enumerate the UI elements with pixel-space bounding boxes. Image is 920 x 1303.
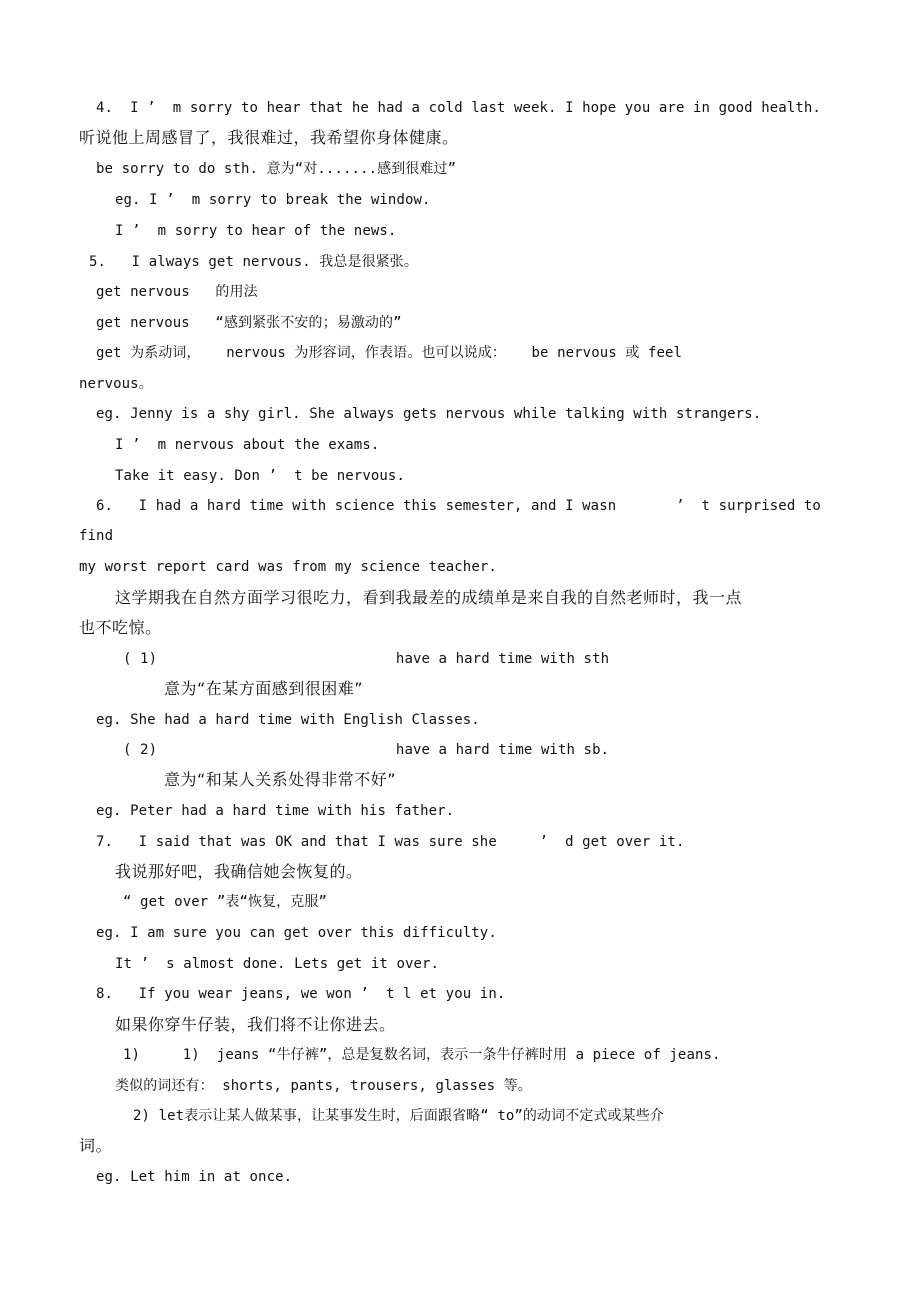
example-line: eg. She had a hard time with English Classes.: [96, 712, 480, 728]
example-line: eg. Peter had a hard time with his father.: [96, 803, 455, 819]
jeans-note-cont: 类似的词还有： shorts, pants, trousers, glasses 等。: [115, 1078, 532, 1094]
example-line: eg. I ’ m sorry to break the window.: [115, 192, 431, 208]
item-4-sentence: 4. I ’ m sorry to hear that he had a cold last week. I hope you are in good health.: [96, 100, 821, 116]
example-line: eg. Jenny is a shy girl. She always gets nervous while talking with strangers.: [96, 406, 762, 422]
let-note: 2) let表示让某人做某事，让某事发生时，后面跟省略“ to”的动词不定式或某些介: [133, 1108, 664, 1124]
example-line: Take it easy. Don ’ t be nervous.: [115, 468, 405, 484]
item-8-sentence: 8. If you wear jeans, we won ’ t l et you in.: [96, 986, 506, 1002]
example-line: eg. Let him in at once.: [96, 1169, 293, 1185]
get-nervous-meaning: get nervous “感到紧张不安的；易激动的”: [96, 315, 402, 331]
item-5-sentence: 5. I always get nervous. 我总是很紧张。: [89, 254, 418, 270]
get-nervous-usage-heading: get nervous 的用法: [96, 284, 258, 300]
example-line: I ’ m nervous about the exams.: [115, 437, 380, 453]
usage-1-phrase: ( 1) have a hard time with sth: [123, 651, 610, 667]
usage-2-phrase: ( 2) have a hard time with sb.: [123, 742, 610, 758]
get-over-meaning: “ get over ”表“恢复，克服”: [123, 894, 328, 910]
example-line: eg. I am sure you can get over this difficulty.: [96, 925, 497, 941]
usage-1-meaning: 意为“在某方面感到很困难”: [164, 679, 364, 698]
item-6-translation-cont: 也不吃惊。: [79, 618, 162, 637]
item-6-translation: 这学期我在自然方面学习很吃力，看到我最差的成绩单是来自我的自然老师时，我一点: [115, 588, 743, 607]
let-note-cont: 词。: [79, 1136, 113, 1155]
item-6-sentence-cont: my worst report card was from my science teacher.: [79, 559, 497, 575]
item-6-sentence-cont: find: [79, 528, 114, 544]
item-6-sentence: 6. I had a hard time with science this semester, and I wasn ’ t surprised to: [96, 498, 821, 514]
get-nervous-grammar: get 为系动词， nervous 为形容词，作表语。也可以说成： be nervous 或 feel: [96, 345, 683, 361]
get-nervous-grammar-cont: nervous。: [79, 376, 153, 392]
item-7-translation: 我说那好吧，我确信她会恢复的。: [115, 862, 363, 881]
jeans-note: 1) 1) jeans “牛仔裤”，总是复数名词，表示一条牛仔裤时用 a piece of jeans.: [123, 1047, 721, 1063]
item-7-sentence: 7. I said that was OK and that I was sure she ’ d get over it.: [96, 834, 685, 850]
be-sorry-usage: be sorry to do sth. 意为“对.......感到很难过”: [96, 161, 457, 177]
item-8-translation: 如果你穿牛仔装，我们将不让你进去。: [115, 1015, 396, 1034]
usage-2-meaning: 意为“和某人关系处得非常不好”: [164, 770, 397, 789]
example-line: It ’ s almost done. Lets get it over.: [115, 956, 440, 972]
item-4-translation: 听说他上周感冒了，我很难过，我希望你身体健康。: [79, 128, 459, 147]
example-line: I ’ m sorry to hear of the news.: [115, 223, 397, 239]
